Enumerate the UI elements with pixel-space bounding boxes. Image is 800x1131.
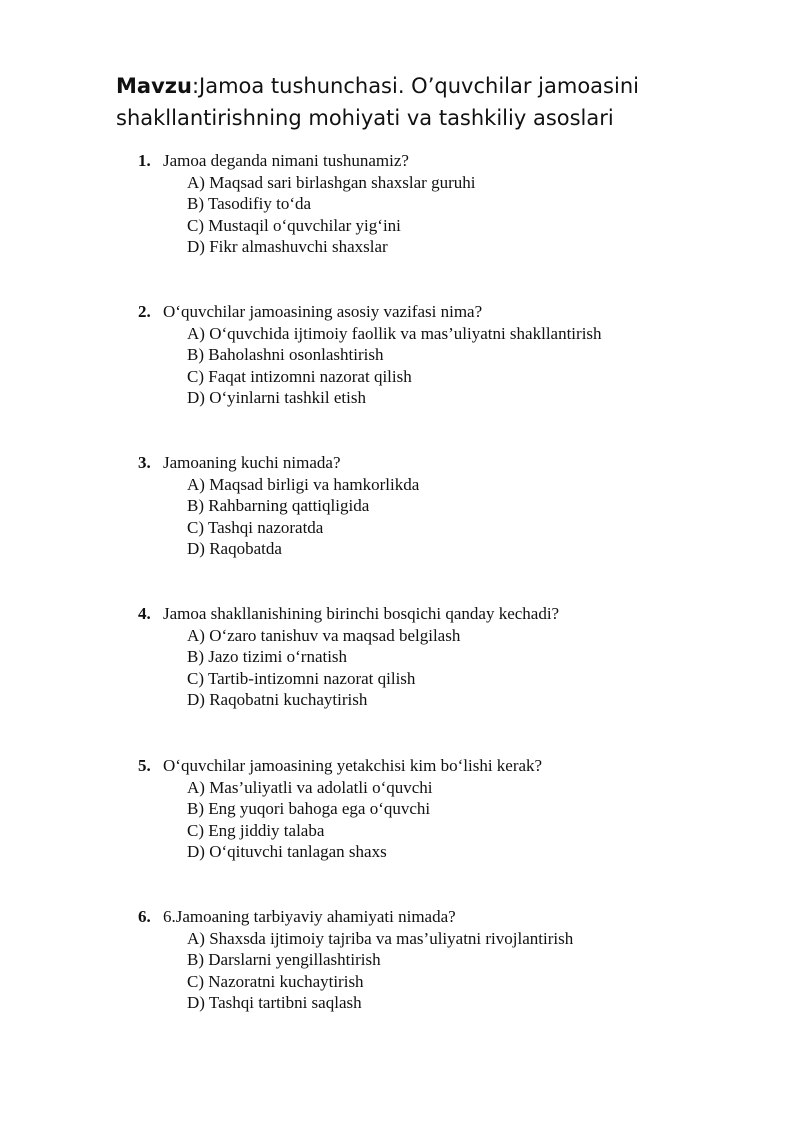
- question-text: 6.Jamoaning tarbiyaviy ahamiyati nimada?: [163, 907, 456, 926]
- question-line: [138, 906, 456, 928]
- question-text: Jamoa deganda nimani tushunamiz?: [163, 151, 409, 170]
- question-number: 5.: [138, 756, 151, 775]
- question-line: [138, 150, 409, 172]
- option-c: C) Mustaqil o‘quvchilar yig‘ini: [187, 216, 401, 235]
- option-d: D) Fikr almashuvchi shaxslar: [187, 237, 388, 256]
- question-line: [138, 452, 341, 474]
- option-d: D) O‘yinlarni tashkil etish: [187, 388, 366, 407]
- option-d: D) Raqobatni kuchaytirish: [187, 690, 368, 709]
- question-number: 3.: [138, 453, 151, 472]
- question-line: [138, 603, 559, 625]
- option-a: A) Mas’uliyatli va adolatli o‘quvchi: [187, 778, 433, 797]
- page-title: [116, 70, 736, 134]
- question-number: 2.: [138, 302, 151, 321]
- option-b: B) Tasodifiy to‘da: [187, 194, 312, 213]
- option-a: A) Maqsad sari birlashgan shaxslar guruhi: [187, 173, 476, 192]
- option-b: B) Jazo tizimi o‘rnatish: [187, 647, 348, 666]
- question-text: Jamoaning kuchi nimada?: [163, 453, 341, 472]
- option-c: C) Faqat intizomni nazorat qilish: [187, 367, 412, 386]
- question-line: [138, 301, 482, 323]
- question-line: [138, 755, 542, 777]
- option-a: A) Maqsad birligi va hamkorlikda: [187, 475, 420, 494]
- option-a: A) O‘zaro tanishuv va maqsad belgilash: [187, 626, 461, 645]
- option-d: D) O‘qituvchi tanlagan shaxs: [187, 842, 387, 861]
- title-label: Mavzu: [116, 74, 192, 98]
- question-text: O‘quvchilar jamoasining yetakchisi kim bo‘lishi kerak?: [163, 756, 543, 775]
- question-text: O‘quvchilar jamoasining asosiy vazifasi nima?: [163, 302, 483, 321]
- option-b: B) Rahbarning qattiqligida: [187, 496, 370, 515]
- option-d: D) Raqobatda: [187, 539, 282, 558]
- option-d: D) Tashqi tartibni saqlash: [187, 993, 362, 1012]
- option-b: B) Baholashni osonlashtirish: [187, 345, 384, 364]
- title-text: :Jamoa tushunchasi. O’quvchilar jamoasini shakllantirishning mohiyati va tashkiliy asoslari: [116, 74, 639, 130]
- question-number: 6.: [138, 907, 151, 926]
- question-number: 1.: [138, 151, 151, 170]
- question-number: 4.: [138, 604, 151, 623]
- option-c: C) Tartib-intizomni nazorat qilish: [187, 669, 416, 688]
- option-c: C) Eng jiddiy talaba: [187, 821, 325, 840]
- option-c: C) Nazoratni kuchaytirish: [187, 972, 364, 991]
- option-c: C) Tashqi nazoratda: [187, 518, 324, 537]
- option-a: A) Shaxsda ijtimoiy tajriba va mas’uliyatni rivojlantirish: [187, 929, 574, 948]
- option-b: B) Eng yuqori bahoga ega o‘quvchi: [187, 799, 431, 818]
- option-b: B) Darslarni yengillashtirish: [187, 950, 381, 969]
- question-text: Jamoa shakllanishining birinchi bosqichi qanday kechadi?: [163, 604, 560, 623]
- option-a: A) O‘quvchida ijtimoiy faollik va mas’uliyatni shakllantirish: [187, 324, 602, 343]
